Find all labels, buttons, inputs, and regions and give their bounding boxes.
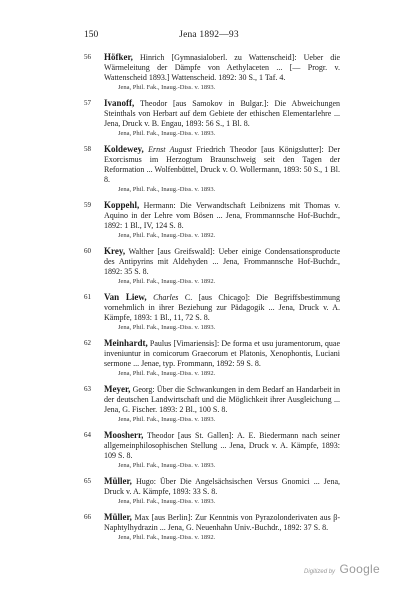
entry-text: Theodor [aus Samokov in Bulgar.]: Die Abweichungen Steinthals von Herbart auf dem Gebiete der ethischen Elementarlehre ... Jena, Druck v. B. Engau, 1893: 56 S., 1 Bl. 8. (104, 99, 340, 128)
author-surname: Van Liew, (104, 292, 147, 302)
entry-dissertation-note: Jena, Phil. Fak., Inaug.-Diss. v. 1893. (118, 130, 216, 137)
author-given-name: Ernst August (148, 145, 192, 154)
entry-text: Walther [aus Greifswald]: Ueber einige Condensationsproducte des Antipyrins mit Aldehyden ... Jena, Frommannsche Hof-Buchdr., 1892: 35 S. 8. (104, 247, 340, 276)
page-number: 150 (84, 30, 99, 40)
entry-number: 63 (84, 385, 91, 393)
author-surname: Krey, (104, 246, 126, 256)
google-watermark (304, 560, 380, 578)
entry-body (104, 200, 340, 231)
running-title: Jena 1892—93 (179, 30, 239, 40)
entry-dissertation-note: Jena, Phil. Fak., Inaug.-Diss. v. 1893. (118, 186, 216, 193)
entry-number: 57 (84, 99, 91, 107)
entry-dissertation-note: Jena, Phil. Fak., Inaug.-Diss. v. 1892. (118, 278, 216, 285)
entry-number: 65 (84, 477, 91, 485)
list-item (84, 98, 340, 138)
entry-dissertation-note: Jena, Phil. Fak., Inaug.-Diss. v. 1892. (118, 534, 216, 541)
list-item (84, 292, 340, 332)
author-surname: Meinhardt, (104, 338, 148, 348)
entry-body (104, 338, 340, 369)
entry-text: Hugo: Über Die Angelsächsischen Versus Gnomici ... Jena, Druck v. A. Kämpfe, 1893: 33 S. 8. (104, 477, 340, 496)
entry-body (104, 292, 340, 323)
author-surname: Koldewey, (104, 144, 144, 154)
list-item (84, 200, 340, 240)
entry-text: Paulus [Vimariensis]: De forma et usu juramentorum, quae inveniuntur in comicorum Graecorum et Platonis, Xenophontis, Luciani sermone ... Jenae, typ. Frommann, 1892: 59 S. 8. (104, 339, 340, 368)
entry-text: Hermann: Die Verwandtschaft Leibnizens mit Thomas v. Aquino in der Lehre vom Bösen ... Jena, Frommannsche Hof-Buchdr., 1892: 1 Bl., IV, 124 S. 8. (104, 201, 340, 230)
entry-number: 64 (84, 431, 91, 439)
list-item (84, 246, 340, 286)
entry-text: Hinrich [Gymnasialoberl. zu Wattenscheid]: Ueber die Wärmeleitung der Dämpfe von Aethylaceten ... [— Progr. v. Wattenscheid 1893.] Wattenscheid. 1892: 30 S., 1 Taf. 4. (104, 53, 340, 82)
entry-dissertation-note: Jena, Phil. Fak., Inaug.-Diss. v. 1893. (118, 416, 216, 423)
author-given-name: Charles (153, 293, 179, 302)
page-header (84, 28, 334, 42)
entry-dissertation-note: Jena, Phil. Fak., Inaug.-Diss. v. 1893. (118, 324, 216, 331)
entry-body (104, 246, 340, 277)
author-surname: Müller, (104, 512, 132, 522)
author-surname: Koppehl, (104, 200, 140, 210)
entry-body (104, 476, 340, 497)
entry-text: C. [aus Chicago]: Die Begriffsbestimmung vornehmlich in ihrer Beziehung zur Pädagogik ... Jena, Druck v. A. Kämpfe, 1893: 1 Bl., 11, 72 S. 8. (104, 293, 341, 322)
list-item (84, 338, 340, 378)
entry-dissertation-note: Jena, Phil. Fak., Inaug.-Diss. v. 1893. (118, 462, 216, 469)
list-item (84, 384, 340, 424)
list-item (84, 512, 340, 542)
author-surname: Höfker, (104, 52, 133, 62)
entry-text: Max [aus Berlin]: Zur Kenntnis von Pyrazolonderivaten aus β-Naphtylhydrazin ... Jena, G. Neuenhahn Univ.-Buchdr., 1892: 37 S. 8. (104, 513, 340, 532)
entry-number: 58 (84, 145, 91, 153)
author-surname: Müller, (104, 476, 132, 486)
list-item (84, 476, 340, 506)
author-surname: Ivanoff, (104, 98, 135, 108)
entry-text: Friedrich Theodor [aus Königslutter]: Der Exorcismus im Herzogtum Braunschweig seit den Tagen der Reformation ... Wolfenbüttel, Druck v. O. Wollermann, 1893: 50 S., 1 Bl. 8. (104, 145, 341, 184)
entry-dissertation-note: Jena, Phil. Fak., Inaug.-Diss. v. 1892. (118, 232, 216, 239)
entry-list (84, 52, 340, 548)
watermark-prefix: Digitized by (304, 569, 336, 575)
entry-dissertation-note: Jena, Phil. Fak., Inaug.-Diss. v. 1893. (118, 498, 216, 505)
entry-number: 56 (84, 53, 91, 61)
entry-body (104, 384, 340, 415)
entry-body (104, 144, 340, 185)
entry-number: 66 (84, 513, 91, 521)
list-item (84, 52, 340, 92)
entry-dissertation-note: Jena, Phil. Fak., Inaug.-Diss. v. 1892. (118, 370, 216, 377)
entry-number: 62 (84, 339, 91, 347)
entry-body (104, 512, 340, 533)
entry-text: Georg: Über die Schwankungen in dem Bedarf an Handarbeit in der deutschen Landwirtschaft und die Möglichkeit ihrer Ausgleichung ... Jena, G. Fischer. 1893: 2 Bl., 100 S. 8. (104, 385, 340, 414)
entry-body (104, 430, 340, 461)
author-surname: Moosherr, (104, 430, 144, 440)
entry-number: 60 (84, 247, 91, 255)
list-item (84, 430, 340, 470)
entry-text: Theodor [aus St. Gallen]: A. E. Biedermann nach seiner allgemeinphilosophischen Stellung ... Jena, Druck v. A. Kämpfe, 1893: 109 S. 8. (104, 431, 340, 460)
entry-number: 59 (84, 201, 91, 209)
list-item (84, 144, 340, 194)
author-surname: Meyer, (104, 384, 131, 394)
entry-number: 61 (84, 293, 91, 301)
entry-dissertation-note: Jena, Phil. Fak., Inaug.-Diss. v. 1893. (118, 84, 216, 91)
entry-body (104, 98, 340, 129)
watermark-brand: Google (339, 562, 380, 576)
entry-body (104, 52, 340, 83)
